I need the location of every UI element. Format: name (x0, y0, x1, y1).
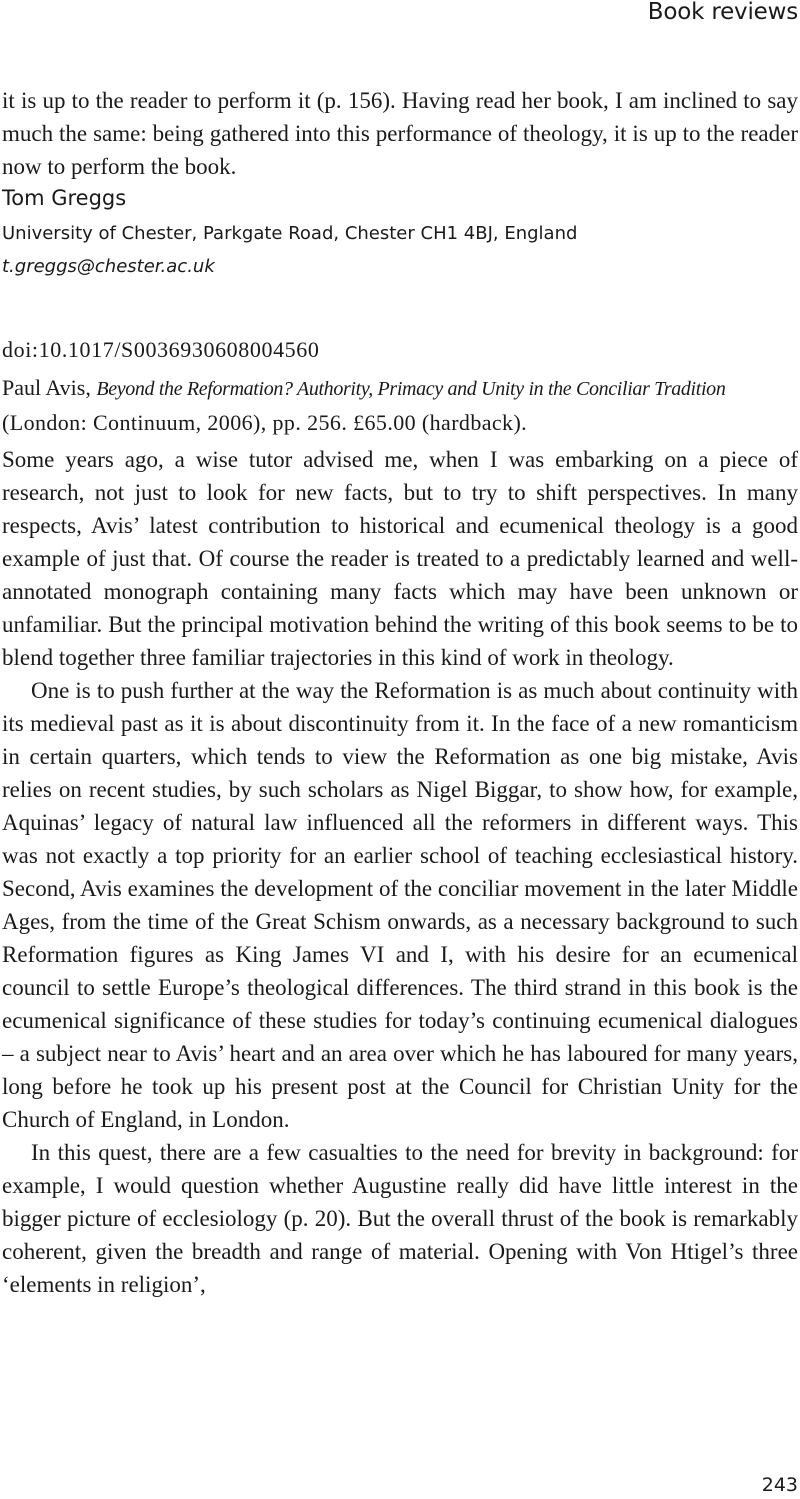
book-title: Beyond the Reformation? Authority, Primacy and Unity in the Conciliar Tradition (96, 378, 726, 400)
page-number: 243 (761, 1474, 798, 1496)
running-head: Book reviews (647, 0, 798, 25)
reviewer-affiliation: University of Chester, Parkgate Road, Chester CH1 4BJ, England (2, 223, 578, 244)
review-doi: doi:10.1017/S0036930608004560 (2, 337, 320, 362)
citation-author: Paul Avis, (2, 375, 91, 400)
review-paragraph: Some years ago, a wise tutor advised me, when I was embarking on a piece of research, not just to look for new facts, but to try to shift perspectives. In many respects, Avis’ latest contribution to historical and ecumenical theology is a good example of just that. Of course the reader is treated to a predictably learned and well-annotated monograph containing many facts which may have been unknown or unfamiliar. But the principal motivation behind the writing of this book seems to be to blend together three familiar trajectories in this kind of work in theology. (2, 447, 798, 670)
review-paragraph: One is to push further at the way the Reformation is as much about continuity with its medieval past as it is about discontinuity from it. In the face of a new romanticism in certain quarters, which tends to view the Reformation as one big mistake, Avis relies on recent studies, by such scholars as Nigel Biggar, to show how, for example, Aquinas’ legacy of natural law influenced all the reformers in different ways. This was not exactly a top priority for an earlier school of teaching ecclesiastical history. Second, Avis examines the development of the conciliar movement in the later Middle Ages, from the time of the Great Schism onwards, as a necessary background to such Reformation figures as King James VI and I, with his desire for an ecumenical council to settle Europe’s theological differences. The third strand in this book is the ecumenical significance of these studies for today’s continuing ecumenical dialogues – a subject near to Avis’ heart and an area over which he has laboured for many years, long before he took up his present post at the Council for Christian Unity for the Church of England, in London. (2, 678, 798, 1132)
citation-publication: (London: Continuum, 2006), pp. 256. £65.00 (hardback). (2, 410, 528, 435)
reviewer-name: Tom Greggs (2, 186, 127, 210)
previous-review-closing-paragraph: it is up to the reader to perform it (p. 156). Having read her book, I am inclined to say much the same: being gathered into this performance of theology, it is up to the reader now to perform the book. (2, 88, 798, 179)
review-body (2, 443, 798, 1301)
book-citation (2, 371, 798, 439)
review-paragraph: In this quest, there are a few casualties to the need for brevity in background: for example, I would question whether Augustine really did have little interest in the bigger picture of ecclesiology (p. 20). But the overall thrust of the book is remarkably coherent, given the breadth and range of material. Opening with Von Htigel’s three ‘elements in religion’, (2, 1140, 798, 1297)
citation-author-title-line (2, 371, 798, 406)
reviewer-email: t.greggs@chester.ac.uk (2, 256, 215, 277)
